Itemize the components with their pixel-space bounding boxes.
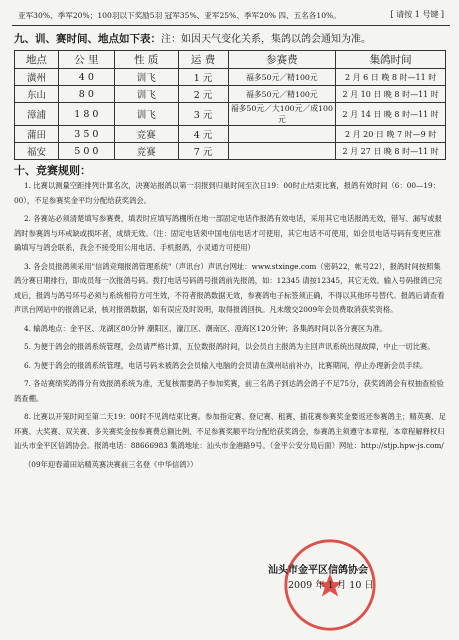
rules-list xyxy=(14,179,446,476)
rule-item: 1. 比赛以测量空距排列计算名次，决赛站报鸽以第一羽报到归巢时间至次日19：00时止结束比赛，报鸽有效时间（6：00—19：00），不足参赛奖金平均分配给获奖鸽会。 xyxy=(14,181,440,205)
cell-fee: 3 元 xyxy=(178,103,228,126)
rule-item: 8. 比赛以开笼时间至第二天19：00时不见鸽结束比赛。参加指定赛、登记赛、租赛、插花赛参赛奖金要返还参赛鸽主；精英赛、足环赛、大奖赛、双关赛、多关赛奖金按参赛费总额比例、不足参赛奖额平均分配给获奖鸽会，参赛鸽主须遵守本章程，本章程解释权归汕头市金平区信鸽协会。报鸽电话：88666983 集鸽地址：汕头市金港路9号。（金平公安分局后面）网址：http://stjp.hpw-js.com/ xyxy=(14,412,446,450)
header-place: 地点 xyxy=(15,51,59,69)
rule-item: 3. 各会员报鸽须采用"信鸽竞翔报鸽管理系统"（声讯台）声讯台网址：www.stxinge.com（密码22，帐号22），报鸽时间按照集鸽分赛日期排行，即成员每一次报鸽号码。拨打电话号码鸽号报鸽前先报鸽，如：12345 请按12345，其它无效。输入号码报鸽已完成后，报鸽与鸽号环号必须与系统相符方可生效，不符者报鸽数据无效，参赛鸽电子标签须正确，不得以其他环号替代。报鸽后请查看声讯台网站中的报鸽记录，核对报鸽数据，如有误应及时说明，取得报鸽回执。凡未缴交2009年会员费取消获奖资格。 xyxy=(14,261,445,314)
cell-km: 3 5 0 xyxy=(58,126,114,143)
cell-type: 竞赛 xyxy=(114,126,178,143)
prize-distribution-line xyxy=(18,10,448,21)
section-10-title: 十、竞赛规则： xyxy=(14,164,91,177)
cell-type: 训飞 xyxy=(114,69,178,86)
table-row xyxy=(15,143,446,160)
header-type: 性 质 xyxy=(114,51,178,69)
cell-entry: 福多50元／精100元 xyxy=(228,69,336,86)
press-key-note: [ 请按 1 号键 ] xyxy=(390,10,444,19)
cell-entry xyxy=(228,143,336,160)
rule-item: 7. 各站赛绩奖鸽得分有效报鸽系统为准，无复核需要鸽子参加奖赛，前三名鸽子到达鸽会鸽子不足75分，获奖鸽鸽会有权抽查检验鸽查棚。 xyxy=(14,379,444,403)
table-row xyxy=(15,126,446,143)
cell-place: 蒲田 xyxy=(15,126,59,143)
table-row xyxy=(15,103,446,126)
cell-entry: 福多50元／大100元／成100元 xyxy=(228,103,336,126)
cell-time: 2 月 20 日 晚 7 时—9 时 xyxy=(336,126,446,143)
rule-note: （09年迎春莆田站精英赛决赛前三名登《中华信鸽》） xyxy=(24,459,198,469)
rule-item: 2. 各赛站必须清楚填写参赛费，填表时应填写鸽棚所在地一部固定电话作报鸽有效电话，采用其它电话报鸽无效，错写、漏写或报鸽时参赛鸽与环戒缺或损坏者，成绩无效。（注：固定电话须中国电信电话才可使用，其它电话不可使用，如会员电话号码有变更应准确填写与鸽会联系，我会不接受用公用电话、手机报鸽，小灵通方可使用） xyxy=(14,214,442,252)
table-row xyxy=(15,69,446,86)
cell-time: 2 月 27 日 晚 8 时—11 时 xyxy=(336,143,446,160)
divider xyxy=(12,25,450,26)
cell-entry: 福多50元／精100元 xyxy=(228,86,336,103)
rule-item: 5. 为便于鸽会的报鸽系统管理，会员请严格计算，五位数报鸽时间，以会员自主报鸽为主回声讯系统出现故障，中止一切比赛。 xyxy=(24,342,435,351)
cell-place: 漳浦 xyxy=(15,103,59,126)
cell-place: 东山 xyxy=(15,86,59,103)
header-entry: 参赛费 xyxy=(228,51,336,69)
cell-km: 4 0 xyxy=(58,69,114,86)
signature-date: 2009 年 1 月 10 日 xyxy=(288,580,374,591)
signature-organization: 汕头市金平区信鸽协会 xyxy=(268,565,368,576)
rule-item: 4. 输鸽地点：金平区、龙湖区80分钟 潮阳区、濠江区、潮南区、澄海区120分钟；各集鸽时间以各分赛区为准。 xyxy=(24,323,388,333)
cell-fee: 2 元 xyxy=(178,86,228,103)
table-header-row xyxy=(15,51,446,69)
table-row xyxy=(15,86,446,103)
cell-time: 2 月 10 日 晚 8 时—11 时 xyxy=(336,86,446,103)
cell-place: 潢州 xyxy=(15,69,59,86)
header-fee: 运 费 xyxy=(178,51,228,69)
section-9-title: 九、训、赛时间、地点如下表： xyxy=(14,33,161,45)
section-9-heading xyxy=(14,30,371,46)
cell-time: 2 月 6 日 晚 8 时—11 时 xyxy=(336,69,446,86)
cell-place: 福安 xyxy=(15,143,59,160)
cell-km: 5 0 0 xyxy=(58,143,114,160)
cell-type: 训飞 xyxy=(114,103,178,126)
header-time: 集鸽时间 xyxy=(336,51,446,69)
cell-type: 竞赛 xyxy=(114,143,178,160)
schedule-table xyxy=(14,50,446,160)
cell-fee: 1 元 xyxy=(178,69,228,86)
cell-fee: 7 元 xyxy=(178,143,228,160)
cell-time: 2 月 14 日 晚 8 时—11 时 xyxy=(336,103,446,126)
cell-type: 训飞 xyxy=(114,86,178,103)
prize-distribution-text: 亚军30%、季军20%；100羽以下奖励5羽 冠军35%、亚军25%、季军20% 四、五名各10%。 xyxy=(18,11,341,20)
cell-km: 1 8 0 xyxy=(58,103,114,126)
cell-entry xyxy=(228,126,336,143)
cell-fee: 4 元 xyxy=(178,126,228,143)
header-km: 公 里 xyxy=(58,51,114,69)
section-9-note: 注：如因天气变化关系，集鸽以鸽会通知为准。 xyxy=(161,34,371,45)
cell-km: 8 0 xyxy=(58,86,114,103)
rule-item: 6. 为便于鸽会的报鸽系统管理，电话号码未被鸽会会员输入电脑的会员请在潢州站前补办，比赛期间，停止办理新会员手续。 xyxy=(24,360,428,370)
